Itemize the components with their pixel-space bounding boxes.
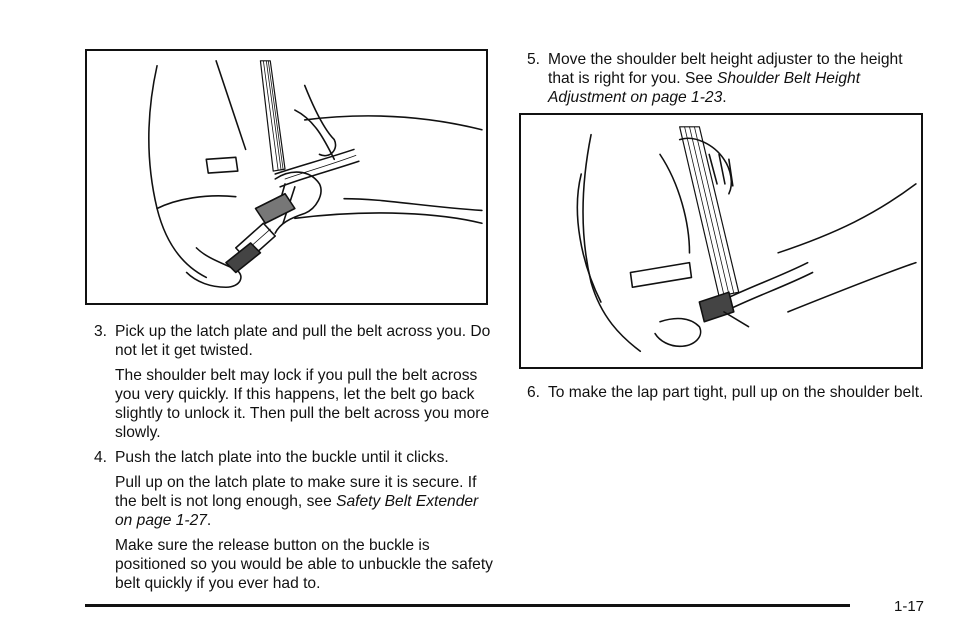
step-4-text: Push the latch plate into the buckle until it clicks.	[115, 449, 449, 466]
step-5-text: Move the shoulder belt height adjuster to the height that is right for you. See	[548, 51, 903, 87]
step-5-number: 5.	[527, 51, 541, 68]
step-3-text: Pick up the latch plate and pull the belt across you. Do not let it get twisted.	[115, 323, 491, 359]
page-number: 1-17	[894, 598, 925, 615]
shoulder-belt-drawing	[521, 115, 921, 367]
step-3-number: 3.	[94, 323, 108, 340]
step-4-para-1-suffix: .	[206, 512, 212, 529]
step-4-paragraph-1	[94, 473, 494, 530]
step-4	[94, 448, 494, 467]
safety-belt-extender-link[interactable]: Safety Belt Extender on page 1-27	[115, 493, 479, 529]
step-4-para-1-text: Pull up on the latch plate to make sure it is secure. If the belt is not long enough, see	[115, 474, 477, 510]
left-column	[94, 322, 494, 599]
step-4-number: 4.	[94, 449, 108, 466]
step-5-suffix: .	[722, 89, 727, 106]
step-5	[527, 50, 927, 107]
shoulder-belt-height-link[interactable]: Shoulder Belt Height Adjustment on page 1-23	[548, 70, 861, 106]
step-3	[94, 322, 494, 360]
seat-belt-buckling-drawing	[87, 51, 486, 303]
illustration-shoulder-belt-adjust	[519, 113, 923, 369]
step-6	[527, 383, 927, 402]
step-3-paragraph: The shoulder belt may lock if you pull the belt across you very quickly. If this happens, let the belt go back slightly to unlock it. Then pull the belt across you more slowly.	[115, 367, 490, 441]
right-column-bottom	[527, 383, 927, 408]
step-4-paragraph-2: Make sure the release button on the buckle is positioned so you would be able to unbuckle the safety belt quickly if you ever had to.	[115, 537, 493, 592]
right-column-top	[527, 50, 927, 113]
footer-rule	[85, 604, 850, 607]
step-6-number: 6.	[527, 384, 541, 401]
illustration-latch-plate-buckling	[85, 49, 488, 305]
step-6-text: To make the lap part tight, pull up on the shoulder belt.	[548, 384, 924, 401]
